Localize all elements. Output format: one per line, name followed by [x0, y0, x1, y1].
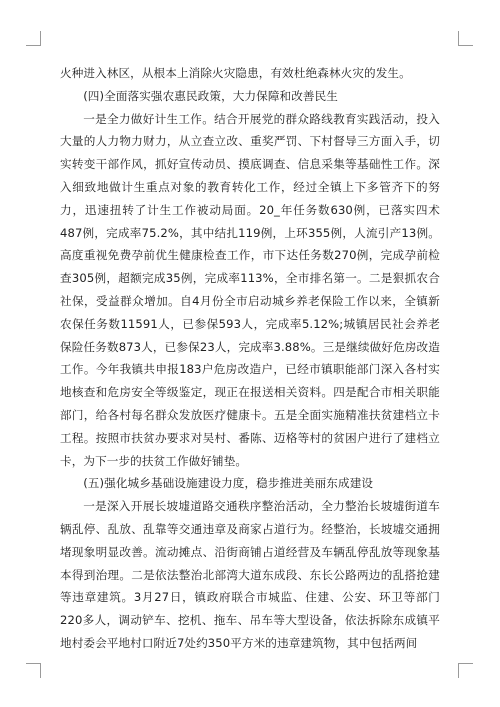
paragraph-livelihood-measures: 一是全力做好计生工作。结合开展党的群众路线教育实践活动，投入大量的人力物力财力，从立查立改、重奖严罚、下村督导三方面入手，切实转变干部作风，抓好宣传动员、摸底调查、信息采集等基础性工作。深入细致地做计生重点对象的教育转化工作，经过全镇上下多管齐下的努力，迅速扭转了计生工作被动局面。20_年任务数630例，已落实四术487例，完成率75.2%，其中结扎119例，上环355例，人流引产13例。高度重视免费孕前优生健康检查工作，市下达任务数270例，完成孕前检查305例，超额完成35例，完成率113%，全市排名第一。二是狠抓农合社保，受益群众增加。自4月份全市启动城乡养老保险工作以来，全镇新农保任务数11591人，已参保593人，完成率5.12%;城镇居民社会养老保险任务数873人，已参保23人，完成率3.88%。三是继续做好危房改造工作。今年我镇共申报183户危房改造户，已经市镇职能部门深入各村实地核查和危房安全等级鉴定，现正在报送相关资料。四是配合市相关职能部门，给各村每名群众发放医疗健康卡。五是全面实施精准扶贫建档立卡工程。按照市扶贫办要求对吴村、番陈、迈格等村的贫困户进行了建档立卡，为下一步的扶贫工作做好铺垫。 — [60, 111, 440, 468]
section-heading-4: (四)全面落实强农惠民政策，大力保障和改善民生 — [83, 88, 339, 103]
crop-mark-top-right — [458, 31, 473, 46]
crop-mark-bottom-left — [26, 663, 41, 678]
crop-mark-top-left — [26, 31, 41, 46]
document-body — [60, 62, 440, 655]
paragraph-fire-prevention-ending: 火种进入林区，从根本上消除火灾隐患，有效杜绝森林火灾的发生。 — [60, 66, 411, 80]
paragraph-infrastructure-measures: 一是深入开展长坡墟道路交通秩序整治活动，全力整治长坡墟街道车辆乱停、乱放、乱靠等交通违章及商家占道行为。经整治，长坡墟交通拥堵现象明显改善。流动摊点、沿街商铺占道经营及车辆乱停乱放等现象基本得到治理。二是依法整治北部湾大道东成段、东长公路两边的乱搭抢建等违章建筑。3月27日，镇政府联合市城监、住建、公安、环卫等部门220多人，调动铲车、挖机、拖车、吊车等大型设备，依法拆除东成镇平地村委会平地村口附近7处约350平方米的违章建筑物，其中包括两间 — [60, 499, 440, 650]
crop-mark-bottom-right — [458, 663, 473, 678]
section-heading-5: (五)强化城乡基础设施建设力度，稳步推进美丽东成建设 — [83, 476, 374, 491]
